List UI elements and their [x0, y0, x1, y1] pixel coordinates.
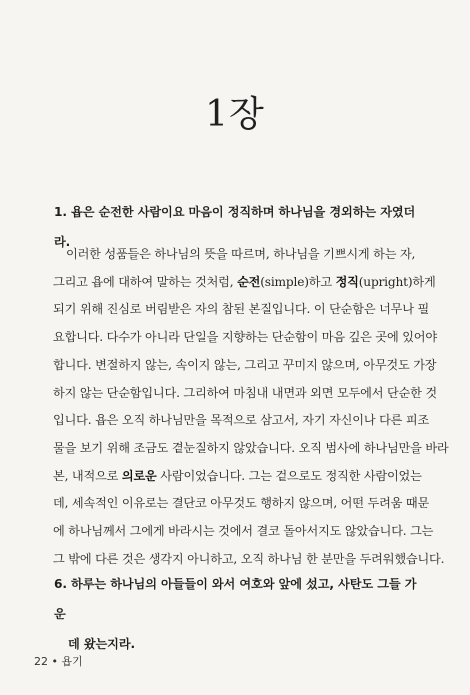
paragraph-line: 물을 보기 위해 조금도 곁눈질하지 않았습니다. 오직 범사에 하나님만을 바라	[53, 440, 449, 455]
verse-6-line: 데 왔는지라.	[68, 637, 136, 651]
paragraph-line: 데, 세속적인 이유로는 결단코 아무것도 행하지 않으며, 어떤 두려움 때문	[53, 496, 430, 511]
chapter-title: 1장	[205, 94, 265, 135]
paragraph-line: 입니다. 욥은 오직 하나님만을 목적으로 삼고서, 자기 자신이나 다른 피조	[53, 413, 430, 428]
emphasis-term: 정직	[335, 274, 359, 289]
paragraph-line: 그리고 욥에 대하여 말하는 것처럼, 순전(simple)하고 정직(upright)하게	[53, 274, 436, 289]
emphasis-term: 순전	[237, 274, 261, 289]
paragraph-line: 하지 않는 단순함입니다. 그리하여 마침내 내면과 외면 모두에서 단순한 것	[53, 385, 437, 400]
paragraph-line: 이러한 성품들은 하나님의 뜻을 따르며, 하나님을 기쁘시게 하는 자,	[66, 247, 416, 261]
paragraph-line: 합니다. 변절하지 않는, 속이지 않는, 그리고 꾸미지 않으며, 아무것도 가장	[53, 357, 437, 372]
commentary-paragraph	[53, 241, 449, 573]
paragraph-line: 되기 위해 진심로 버림받은 자의 참된 본질입니다. 이 단순함은 너무나 필	[53, 302, 430, 317]
page-footer: 22 • 욥기	[34, 655, 83, 668]
paragraph-line: 본, 내적으로 의로운 사람이었습니다. 그는 겉으로도 정직한 사람이었는	[53, 468, 422, 483]
paragraph-line: 요합니다. 다수가 아니라 단일을 지향하는 단순함이 마음 깊은 곳에 있어야	[53, 330, 437, 345]
emphasis-term: 의로운	[121, 468, 157, 483]
paragraph-line: 에 하나님께서 그에게 바라시는 것에서 결코 돌아서지도 않았습니다. 그는	[53, 524, 434, 539]
verse-1-quote: 1. 욥은 순전한 사람이요 마음이 정직하며 하나님을 경외하는 자였더라.	[54, 205, 416, 249]
verse-6-quote	[54, 569, 426, 659]
verse-6-line: 6. 하루는 하나님의 아들들이 와서 여호와 앞에 섰고, 사탄도 그들 가운	[54, 577, 417, 621]
paragraph-line: 그 밖에 다른 것은 생각지 아니하고, 오직 하나님 한 분만을 두려워했습니다.	[53, 551, 445, 566]
